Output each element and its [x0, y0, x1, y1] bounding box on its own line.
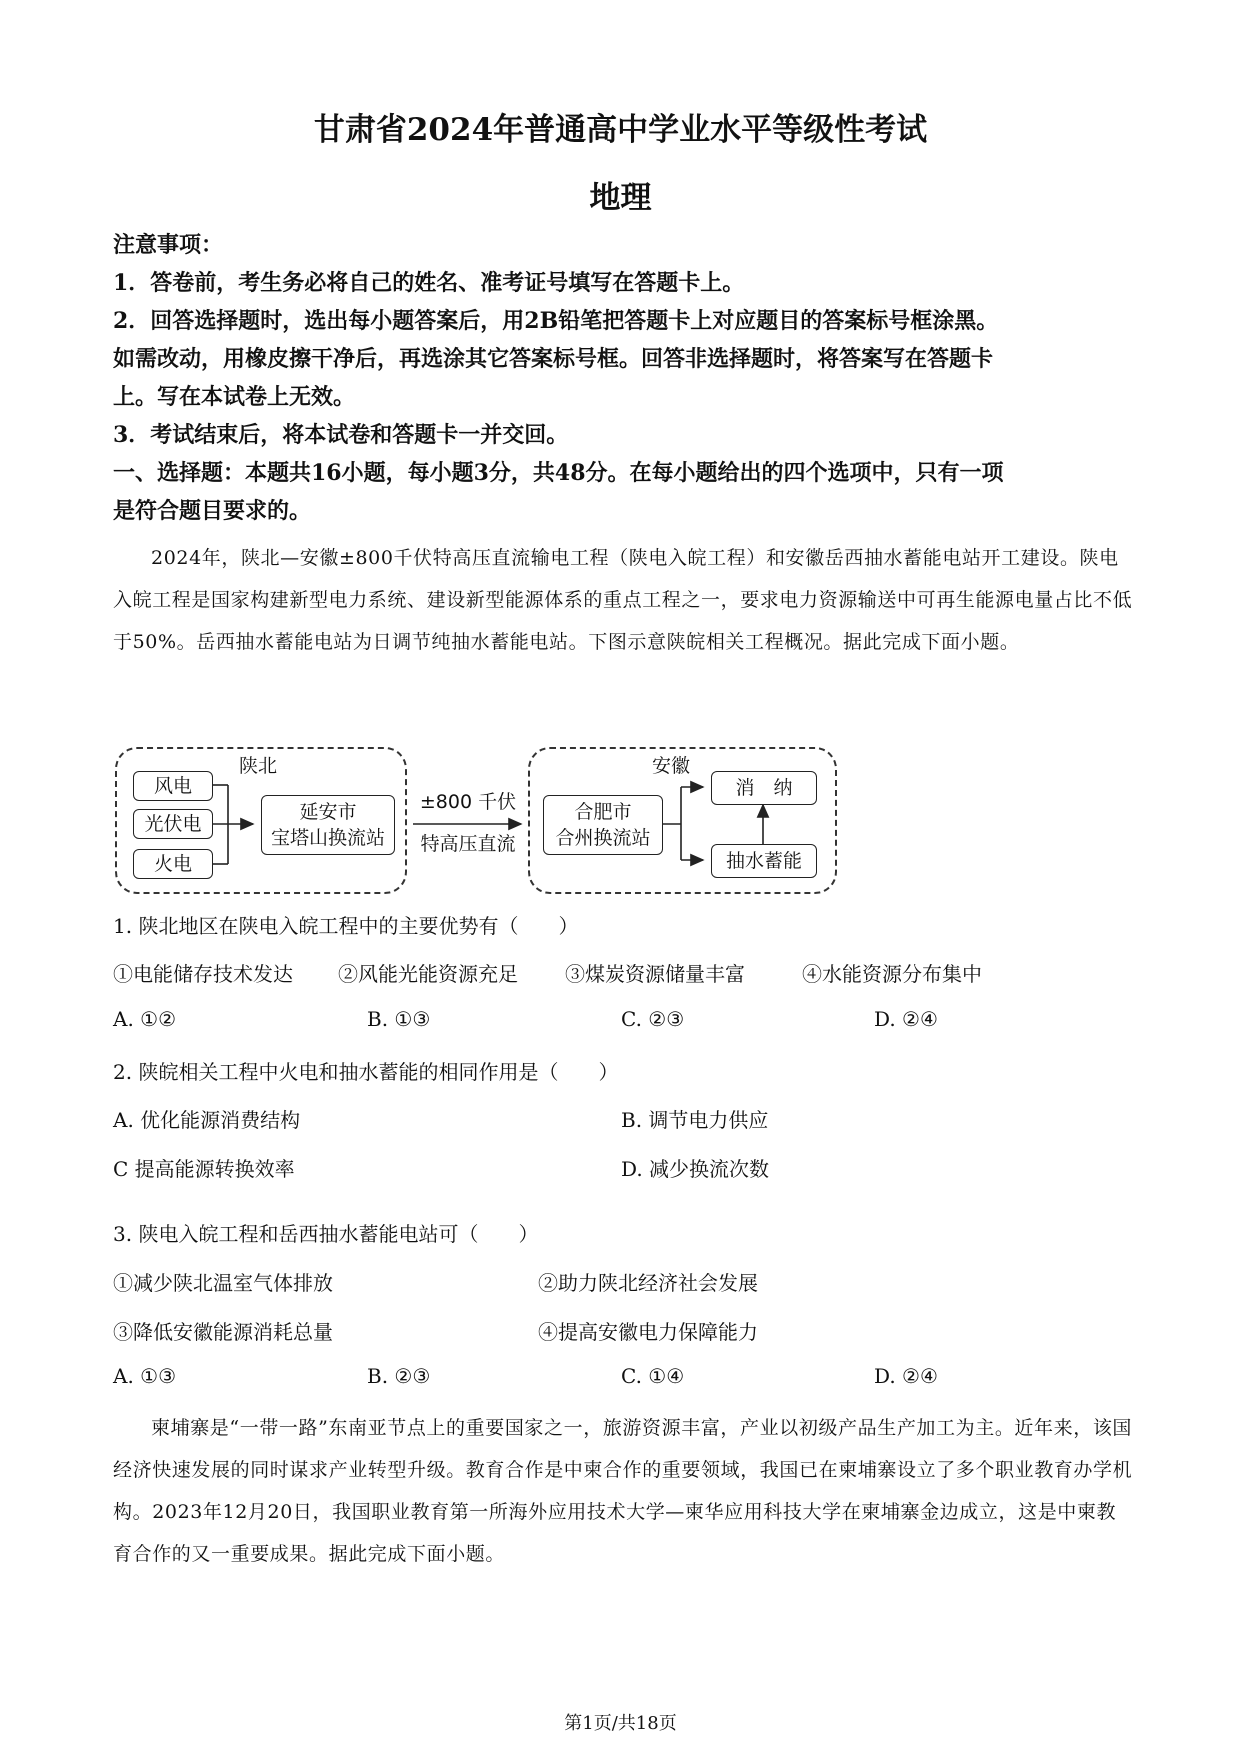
q3-item: ③降低安徽能源消耗总量 — [113, 1320, 333, 1344]
region-label-left: 陕北 — [238, 755, 277, 777]
q3-item: ②助力陕北经济社会发展 — [538, 1271, 758, 1295]
consume-box: 消 纳 — [711, 771, 817, 805]
right-converter-station — [543, 795, 663, 855]
q2-option-d[interactable]: D. 减少换流次数 — [621, 1157, 770, 1181]
q1-item: ④水能资源分布集中 — [802, 962, 982, 986]
question-3-stem: 3. 陕电入皖工程和岳西抽水蓄能电站可（ ） — [113, 1222, 539, 1246]
left-station-line1: 延安市 — [299, 801, 357, 823]
q3-option-b[interactable]: B. ②③ — [367, 1364, 431, 1388]
power-diagram — [113, 745, 843, 895]
subject-title: 地理 — [589, 180, 652, 216]
notice-item: 2．回答选择题时，选出每小题答案后，用2B铅笔把答题卡上对应题目的答案标号框涂黑。 — [113, 308, 999, 334]
q1-option-b[interactable]: B. ①③ — [367, 1007, 431, 1031]
q3-option-d[interactable]: D. ②④ — [874, 1364, 938, 1388]
notice-item: 如需改动，用橡皮擦干净后，再选涂其它答案标号框。回答非选择题时，将答案写在答题卡 — [113, 346, 994, 372]
q1-option-c[interactable]: C. ②③ — [621, 1007, 685, 1031]
passage-1: 2024年，陕北—安徽±800千伏特高压直流输电工程（陕电入皖工程）和安徽岳西抽水蓄能电站开工建设。陕电入皖工程是国家构建新型电力系统、建设新型能源体系的重点工程之一，要求电力资源输送中可再生能源电量占比不低于50%。岳西抽水蓄能电站为日调节纯抽水蓄能电站。下图示意陕皖相关工程概况。据此完成下面小题。 — [113, 547, 1133, 653]
source-thermal: 火电 — [133, 849, 213, 879]
section-heading: 一、选择题：本题共16小题，每小题3分，共48分。在每小题给出的四个选项中，只有一项 — [113, 460, 1004, 486]
link-label-1: ±800 千伏 — [419, 791, 517, 813]
section-heading-cont: 是符合题目要求的。 — [113, 498, 312, 524]
left-station-line2: 宝塔山换流站 — [270, 827, 385, 849]
q1-item: ①电能储存技术发达 — [113, 962, 293, 986]
q3-item: ④提高安徽电力保障能力 — [538, 1320, 758, 1344]
notice-item: 3．考试结束后，将本试卷和答题卡一并交回。 — [113, 422, 569, 448]
right-station-line2: 合州换流站 — [555, 827, 651, 849]
q1-item: ③煤炭资源储量丰富 — [565, 962, 745, 986]
right-station-line1: 合肥市 — [574, 801, 632, 823]
q2-option-a[interactable]: A. 优化能源消费结构 — [113, 1108, 301, 1132]
notice-heading: 注意事项： — [113, 232, 224, 258]
passage-2: 柬埔寨是“一带一路”东南亚节点上的重要国家之一，旅游资源丰富，产业以初级产品生产加工为主。近年来，该国经济快速发展的同时谋求产业转型升级。教育合作是中柬合作的重要领域，我国已在柬埔寨设立了多个职业教育办学机构。2023年12月20日，我国职业教育第一所海外应用技术大学—柬华应用科技大学在柬埔寨金边成立，这是中柬教育合作的又一重要成果。据此完成下面小题。 — [113, 1417, 1133, 1565]
source-solar: 光伏电 — [133, 809, 213, 839]
link-label-2: 特高压直流 — [420, 833, 516, 855]
question-2-stem: 2. 陕皖相关工程中火电和抽水蓄能的相同作用是（ ） — [113, 1060, 619, 1084]
q3-item: ①减少陕北温室气体排放 — [113, 1271, 333, 1295]
q3-option-c[interactable]: C. ①④ — [621, 1364, 685, 1388]
exam-title: 甘肃省2024年普通高中学业水平等级性考试 — [313, 112, 928, 148]
page-footer: 第1页/共18页 — [564, 1713, 677, 1734]
notice-item: 上。写在本试卷上无效。 — [113, 384, 356, 410]
storage-box: 抽水蓄能 — [711, 844, 817, 878]
q2-option-c[interactable]: C 提高能源转换效率 — [113, 1157, 295, 1181]
region-label-right: 安徽 — [651, 755, 690, 777]
left-converter-station — [261, 795, 395, 855]
q1-option-d[interactable]: D. ②④ — [874, 1007, 938, 1031]
q1-item: ②风能光能资源充足 — [338, 962, 518, 986]
q3-option-a[interactable]: A. ①③ — [113, 1364, 177, 1388]
question-1-stem: 1. 陕北地区在陕电入皖工程中的主要优势有（ ） — [113, 914, 579, 938]
q2-option-b[interactable]: B. 调节电力供应 — [621, 1108, 769, 1132]
q1-option-a[interactable]: A. ①② — [113, 1007, 177, 1031]
source-wind: 风电 — [133, 771, 213, 801]
notice-item: 1．答卷前，考生务必将自己的姓名、准考证号填写在答题卡上。 — [113, 270, 745, 296]
